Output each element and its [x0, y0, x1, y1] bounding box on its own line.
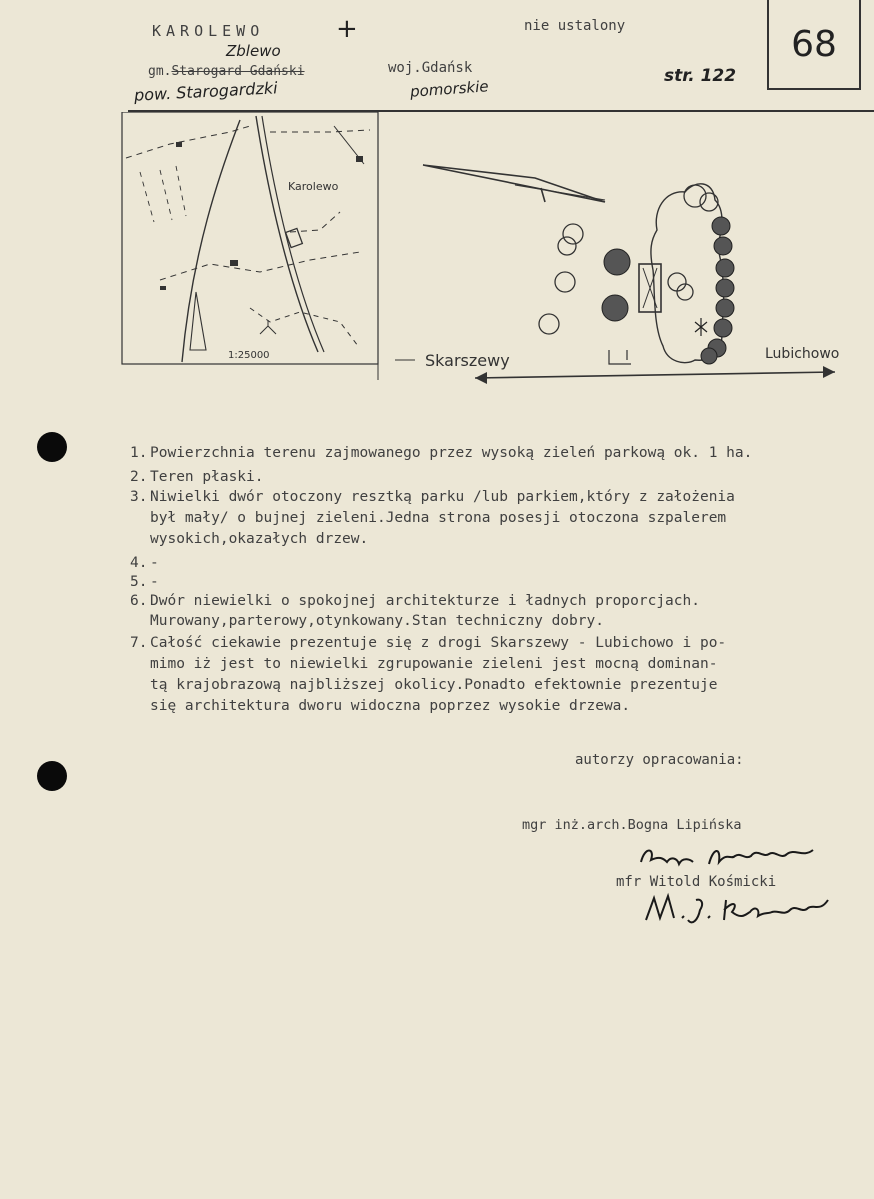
- cross-mark: +: [336, 14, 358, 44]
- list-item-7: 7. Całość ciekawie prezentuje się z drogi Skarszewy - Lubichowo i po-: [130, 635, 727, 651]
- sketch-label-lubichowo: Lubichowo: [765, 346, 840, 362]
- gmina-prefix: gm.: [148, 64, 172, 79]
- signature-2: [638, 890, 838, 930]
- card-number-box: [767, 0, 861, 90]
- voivodeship-new: pomorskie: [409, 77, 490, 101]
- place-name: KAROLEWO: [152, 22, 265, 40]
- author-2: mfr Witold Kośmicki: [616, 874, 777, 890]
- sketch-label-skarszewy: Skarszewy: [425, 351, 510, 370]
- status-text: nie ustalony: [524, 18, 626, 34]
- author-1: mgr inż.arch.Bogna Lipińska: [522, 817, 742, 833]
- signature-1: [635, 838, 825, 872]
- authors-heading: autorzy opracowania:: [575, 752, 744, 768]
- binder-hole-bottom: [37, 761, 67, 791]
- list-item-7-line-2: mimo iż jest to niewielki zgrupowanie zieleni jest mocną dominan-: [150, 656, 718, 672]
- list-item-7-line-3: tą krajobrazową najbliższej okolicy.Ponadto efektownie prezentuje: [150, 677, 718, 693]
- location-map: [120, 112, 382, 380]
- list-item-6: 6. Dwór niewielki o spokojnej architekturze i ładnych proporcjach.: [130, 593, 700, 609]
- list-item-5: 5. -: [130, 574, 159, 590]
- gmina-old: Starogard Gdański: [171, 64, 305, 79]
- map-place-label: Karolewo: [288, 180, 339, 193]
- page-reference: str. 122: [664, 66, 737, 86]
- list-item-2: 2. Teren płaski.: [130, 469, 264, 485]
- list-item-1: 1. Powierzchnia terenu zajmowanego przez wysoką zieleń parkową ok. 1 ha.: [130, 445, 753, 461]
- voivodeship: woj.Gdańsk: [388, 60, 473, 76]
- list-item-3: 3. Niwielki dwór otoczony resztką parku /lub parkiem,który z założenia: [130, 489, 735, 505]
- list-item-4: 4. -: [130, 555, 159, 571]
- gmina-line: [148, 64, 305, 79]
- powiat-handwritten: pow. Starogardzki: [133, 78, 278, 105]
- binder-hole-top: [37, 432, 67, 462]
- list-item-7-line-4: się architektura dworu widoczna poprzez wysokie drzewa.: [150, 698, 631, 714]
- gmina-handwritten: Zblewo: [226, 42, 281, 60]
- list-item-3-line-2: był mały/ o bujnej zieleni.Jedna strona posesji otoczona szpalerem: [150, 510, 727, 526]
- list-item-3-line-3: wysokich,okazałych drzew.: [150, 531, 369, 547]
- map-scale: 1:25000: [228, 350, 270, 361]
- site-sketch: [395, 150, 870, 400]
- card-number: 68: [791, 23, 837, 65]
- list-item-6-line-2: Murowany,parterowy,otynkowany.Stan techniczny dobry.: [150, 613, 604, 629]
